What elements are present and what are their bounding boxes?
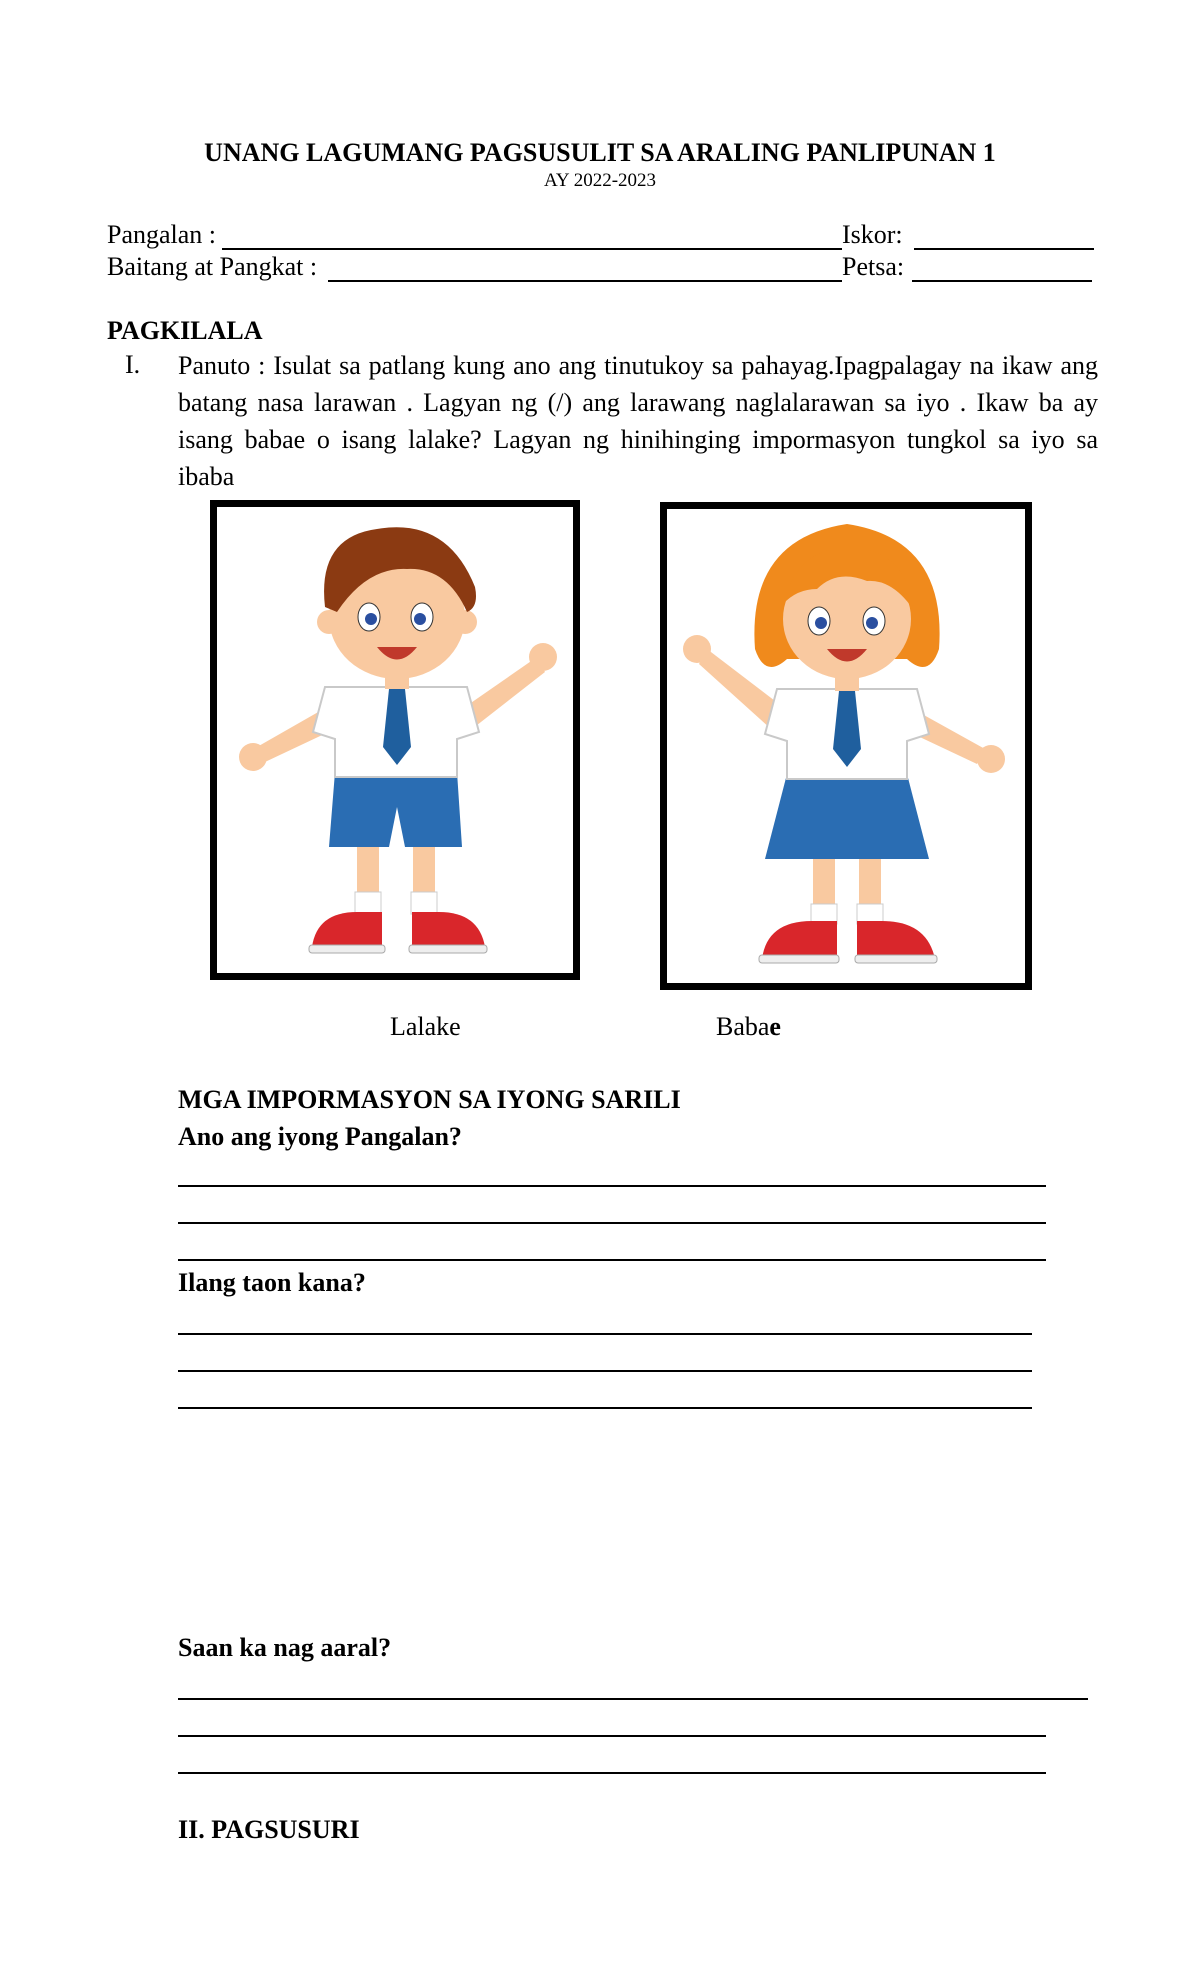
instruction-text: Panuto : Isulat sa patlang kung ano ang tinutukoy sa pahayag.Ipagpalagay na ikaw ang batang nasa larawan . Lagyan ng (/) ang larawang naglalarawan sa iyo . Ikaw ba ay isang babae o isang lalake? Lagyan ng hinihinging impormasyon tungkol sa iyo sa ibaba — [178, 351, 1098, 491]
girl-caption-bold-letter: e — [769, 1012, 781, 1041]
grade-section-label: Baitang at Pangkat : — [107, 252, 318, 281]
score-label: Iskor: — [842, 220, 903, 249]
item-number: I. — [125, 350, 141, 379]
girl-illustration — [667, 509, 1025, 983]
question-school: Saan ka nag aaral? — [178, 1633, 392, 1662]
answer-line-name-2[interactable] — [178, 1222, 1046, 1224]
answer-line-school-1[interactable] — [178, 1698, 1088, 1700]
answer-line-name-1[interactable] — [178, 1185, 1046, 1187]
girl-picture[interactable] — [660, 502, 1032, 990]
school-year: AY 2022-2023 — [543, 170, 657, 191]
score-field[interactable] — [914, 248, 1094, 250]
answer-line-school-2[interactable] — [178, 1735, 1046, 1737]
question-name: Ano ang iyong Pangalan? — [178, 1122, 462, 1151]
answer-line-name-3[interactable] — [178, 1259, 1046, 1261]
question-age: Ilang taon kana? — [178, 1268, 366, 1297]
date-field[interactable] — [912, 280, 1092, 282]
answer-line-school-3[interactable] — [178, 1772, 1046, 1774]
grade-section-field[interactable] — [328, 280, 842, 282]
section-heading-pagkilala: PAGKILALA — [107, 316, 263, 345]
boy-illustration — [217, 507, 573, 973]
boy-picture[interactable] — [210, 500, 580, 980]
answer-line-age-3[interactable] — [178, 1407, 1032, 1409]
section-heading-pagsusuri: II. PAGSUSURI — [178, 1815, 360, 1844]
girl-caption-text: Baba — [716, 1012, 770, 1041]
answer-line-age-2[interactable] — [178, 1370, 1032, 1372]
girl-caption — [716, 1012, 781, 1042]
document-title: UNANG LAGUMANG PAGSUSULIT SA ARALING PANLIPUNAN 1 — [204, 138, 996, 167]
name-field[interactable] — [222, 248, 842, 250]
date-label: Petsa: — [842, 252, 905, 281]
boy-caption: Lalake — [390, 1012, 461, 1041]
name-label: Pangalan : — [107, 220, 217, 249]
answer-line-age-1[interactable] — [178, 1333, 1032, 1335]
info-heading: MGA IMPORMASYON SA IYONG SARILI — [178, 1085, 681, 1114]
